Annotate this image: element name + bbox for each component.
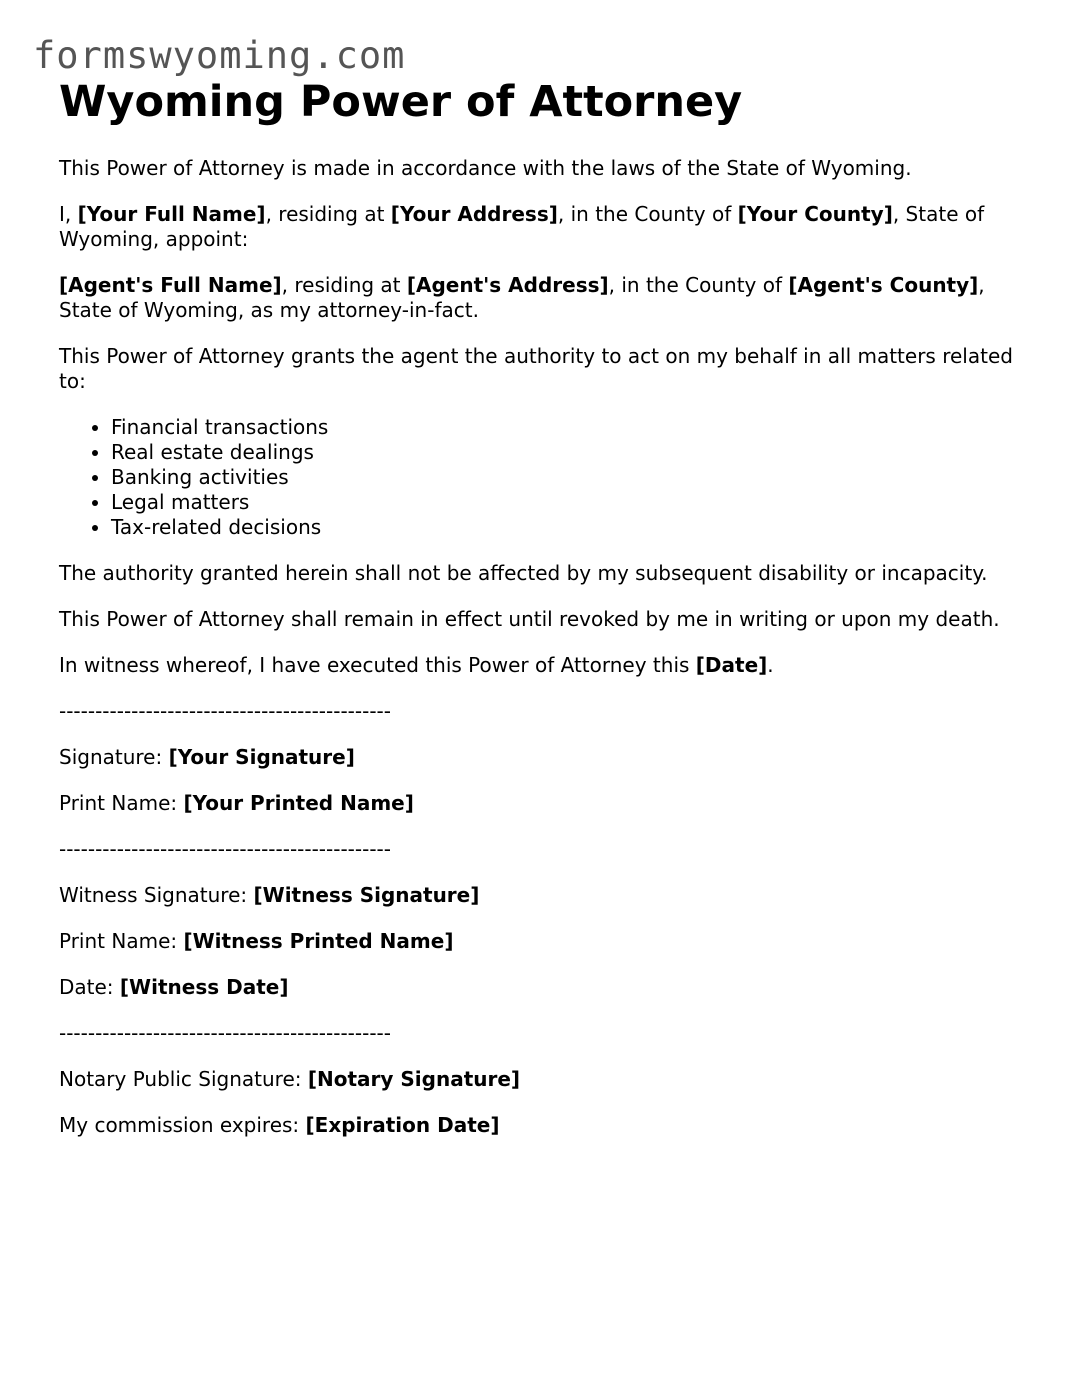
principal-print-name-line [59, 791, 1019, 816]
duration-paragraph: This Power of Attorney shall remain in effect until revoked by me in writing or upon my death. [59, 607, 1000, 631]
notary-separator: ---------------------------------------------- [59, 1021, 391, 1045]
expiration-date-field: [Expiration Date] [305, 1113, 500, 1137]
watermark: formswyoming.com [33, 34, 406, 77]
principal-printed-name-field: [Your Printed Name] [183, 791, 414, 815]
page-title: Wyoming Power of Attorney [59, 77, 743, 127]
matters-list [59, 415, 1019, 540]
principal-county-field: [Your County] [737, 202, 893, 226]
principal-name-field: [Your Full Name] [77, 202, 266, 226]
agent-name-field: [Agent's Full Name] [59, 273, 282, 297]
principal-text-4: , State of Wyoming, appoint: [59, 202, 985, 251]
document [59, 76, 1019, 1159]
witness-printed-name-field: [Witness Printed Name] [183, 929, 454, 953]
witness-signature-line [59, 883, 1019, 908]
principal-text-2: , residing at [265, 202, 391, 226]
notary-signature-line [59, 1067, 1019, 1092]
principal-signature-line [59, 745, 1019, 770]
agent-text-3: , State of Wyoming, as my attorney-in-fact. [59, 273, 985, 322]
principal-signature-field: [Your Signature] [168, 745, 355, 769]
agent-paragraph [59, 273, 1019, 323]
agent-county-field: [Agent's County] [788, 273, 979, 297]
date-label: Date: [59, 975, 120, 999]
intro-paragraph: This Power of Attorney is made in accordance with the laws of the State of Wyoming. [59, 156, 912, 180]
notary-signature-field: [Notary Signature] [307, 1067, 521, 1091]
principal-paragraph [59, 202, 1019, 252]
commission-expiry-label: My commission expires: [59, 1113, 306, 1137]
witness-clause-text: In witness whereof, I have executed this Power of Attorney this [59, 653, 696, 677]
execution-date-field: [Date] [695, 653, 768, 677]
durability-paragraph: The authority granted herein shall not be affected by my subsequent disability or incapacity. [59, 561, 988, 585]
agent-text-2: , in the County of [608, 273, 789, 297]
signature-label: Signature: [59, 745, 169, 769]
agent-text-1: , residing at [281, 273, 407, 297]
witness-signature-field: [Witness Signature] [253, 883, 480, 907]
witness-date-field: [Witness Date] [119, 975, 289, 999]
list-item: • Legal matters [111, 490, 1019, 515]
principal-text-1: I, [59, 202, 78, 226]
list-item: • Banking activities [111, 465, 1019, 490]
principal-address-field: [Your Address] [390, 202, 558, 226]
witness-signature-label: Witness Signature: [59, 883, 254, 907]
list-item: • Financial transactions [111, 415, 1019, 440]
witness-print-name-line [59, 929, 1019, 954]
notary-signature-label: Notary Public Signature: [59, 1067, 308, 1091]
authority-paragraph: This Power of Attorney grants the agent the authority to act on my behalf in all matters related to: [59, 344, 1013, 393]
witness-clause [59, 653, 1019, 678]
witness-separator: ---------------------------------------------- [59, 837, 391, 861]
agent-address-field: [Agent's Address] [406, 273, 609, 297]
commission-expiry-line [59, 1113, 1019, 1138]
witness-date-line [59, 975, 1019, 1000]
witness-clause-end: . [767, 653, 774, 677]
signature-separator: ---------------------------------------------- [59, 699, 391, 723]
list-item: • Real estate dealings [111, 440, 1019, 465]
print-name-label: Print Name: [59, 929, 184, 953]
principal-text-3: , in the County of [557, 202, 738, 226]
print-name-label: Print Name: [59, 791, 184, 815]
list-item: • Tax-related decisions [111, 515, 1019, 540]
